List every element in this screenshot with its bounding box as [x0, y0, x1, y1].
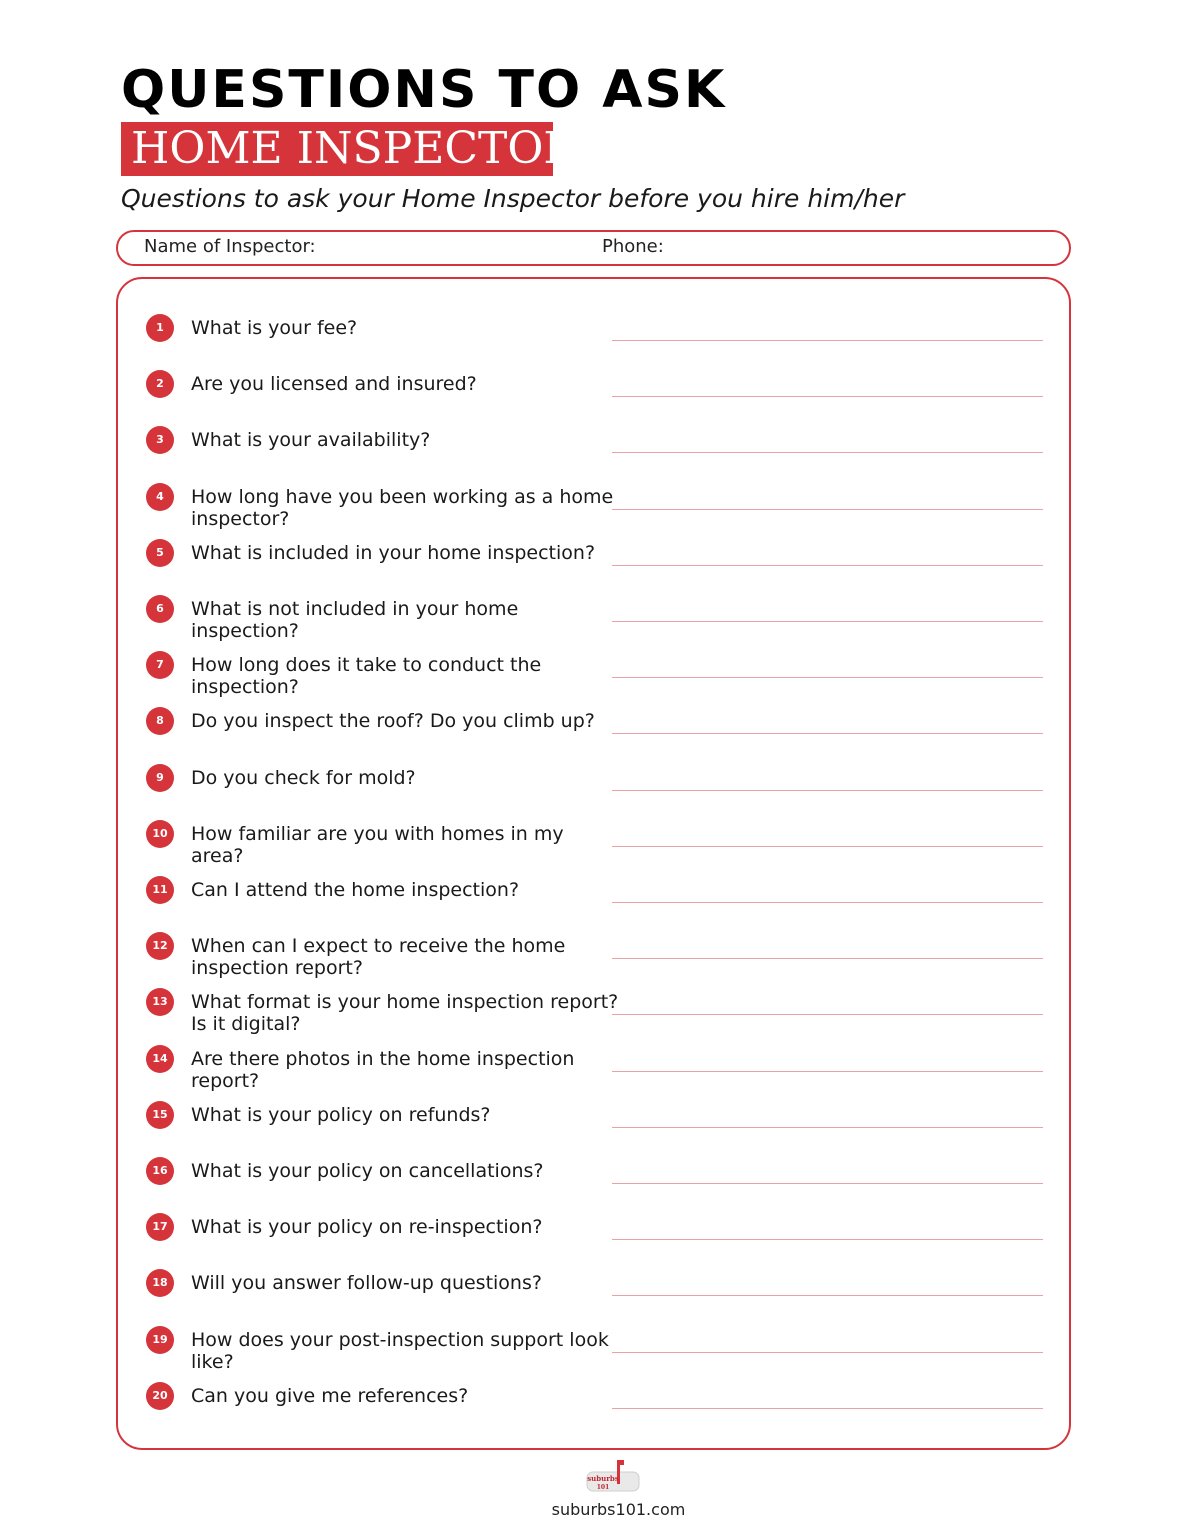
question-text: What format is your home inspection report? Is it digital?	[191, 991, 619, 1036]
footer-url: suburbs101.com	[551, 1500, 686, 1519]
question-number: 2	[146, 370, 174, 398]
answer-line[interactable]	[612, 1239, 1043, 1240]
logo-text-bottom: 101	[596, 1484, 610, 1491]
question-number: 4	[146, 483, 174, 511]
question-text: Are there photos in the home inspection report?	[191, 1047, 575, 1092]
question-text: What is included in your home inspection?	[191, 541, 596, 564]
question-text: Do you inspect the roof? Do you climb up?	[191, 710, 595, 733]
answer-line[interactable]	[612, 1127, 1043, 1128]
question-text: How familiar are you with homes in my area?	[191, 822, 564, 867]
answer-line[interactable]	[612, 846, 1043, 847]
answer-line[interactable]	[612, 1014, 1043, 1015]
answer-line[interactable]	[612, 340, 1043, 341]
question-text: What is your policy on cancellations?	[191, 1160, 544, 1182]
question-text: How does your post-inspection support look like?	[191, 1328, 609, 1373]
page-title: QUESTIONS TO ASK	[121, 60, 727, 120]
question-number: 13	[146, 988, 174, 1016]
question-number: 16	[146, 1157, 174, 1185]
question-text: What is not included in your home inspection?	[191, 598, 519, 642]
question-text: What is your availability?	[191, 429, 431, 452]
answer-line[interactable]	[612, 733, 1043, 734]
question-number: 5	[146, 539, 174, 567]
question-text: What is your fee?	[191, 317, 358, 339]
question-number: 19	[146, 1326, 174, 1354]
question-number: 3	[146, 426, 174, 454]
answer-line[interactable]	[612, 902, 1043, 903]
page-subtitle: Questions to ask your Home Inspector before you hire him/her	[121, 184, 905, 213]
question-number: 10	[146, 820, 174, 848]
question-number: 17	[146, 1213, 174, 1241]
question-number: 7	[146, 651, 174, 679]
answer-line[interactable]	[612, 1295, 1043, 1296]
question-text: What is your policy on re-inspection?	[191, 1216, 543, 1239]
question-number: 8	[146, 707, 174, 735]
question-text: How long does it take to conduct the inspection?	[191, 654, 542, 699]
answer-line[interactable]	[612, 1408, 1043, 1409]
question-number: 11	[146, 876, 174, 904]
question-text: Can I attend the home inspection?	[191, 879, 520, 901]
question-number: 18	[146, 1269, 174, 1297]
inspector-name-label: Name of Inspector:	[144, 236, 316, 257]
answer-line[interactable]	[612, 621, 1043, 622]
logo-text-top: suburbs	[587, 1474, 619, 1483]
answer-line[interactable]	[612, 958, 1043, 959]
inspector-info-box	[116, 230, 1071, 266]
answer-line[interactable]	[612, 452, 1043, 453]
question-number: 9	[146, 764, 174, 792]
question-text: Do you check for mold?	[191, 766, 416, 789]
answer-line[interactable]	[612, 1183, 1043, 1184]
question-text: How long have you been working as a home inspector?	[191, 485, 614, 530]
question-number: 12	[146, 932, 174, 960]
answer-line[interactable]	[612, 396, 1043, 397]
question-text: Will you answer follow-up questions?	[191, 1272, 542, 1295]
question-number: 14	[146, 1045, 174, 1073]
question-text: Are you licensed and insured?	[191, 373, 477, 396]
question-number: 20	[146, 1382, 174, 1410]
question-text: Can you give me references?	[191, 1384, 469, 1407]
answer-line[interactable]	[612, 1071, 1043, 1072]
answer-line[interactable]	[612, 1352, 1043, 1353]
suburbs101-logo	[585, 1460, 641, 1492]
answer-line[interactable]	[612, 565, 1043, 566]
answer-line[interactable]	[612, 790, 1043, 791]
inspector-phone-label: Phone:	[602, 236, 664, 257]
answer-line[interactable]	[612, 509, 1043, 510]
title-banner: HOME INSPECTOR	[121, 122, 553, 176]
question-text: When can I expect to receive the home inspection report?	[191, 935, 566, 980]
question-number: 15	[146, 1101, 174, 1129]
answer-line[interactable]	[612, 677, 1043, 678]
question-number: 6	[146, 595, 174, 623]
question-text: What is your policy on refunds?	[191, 1103, 491, 1126]
question-number: 1	[146, 314, 174, 342]
